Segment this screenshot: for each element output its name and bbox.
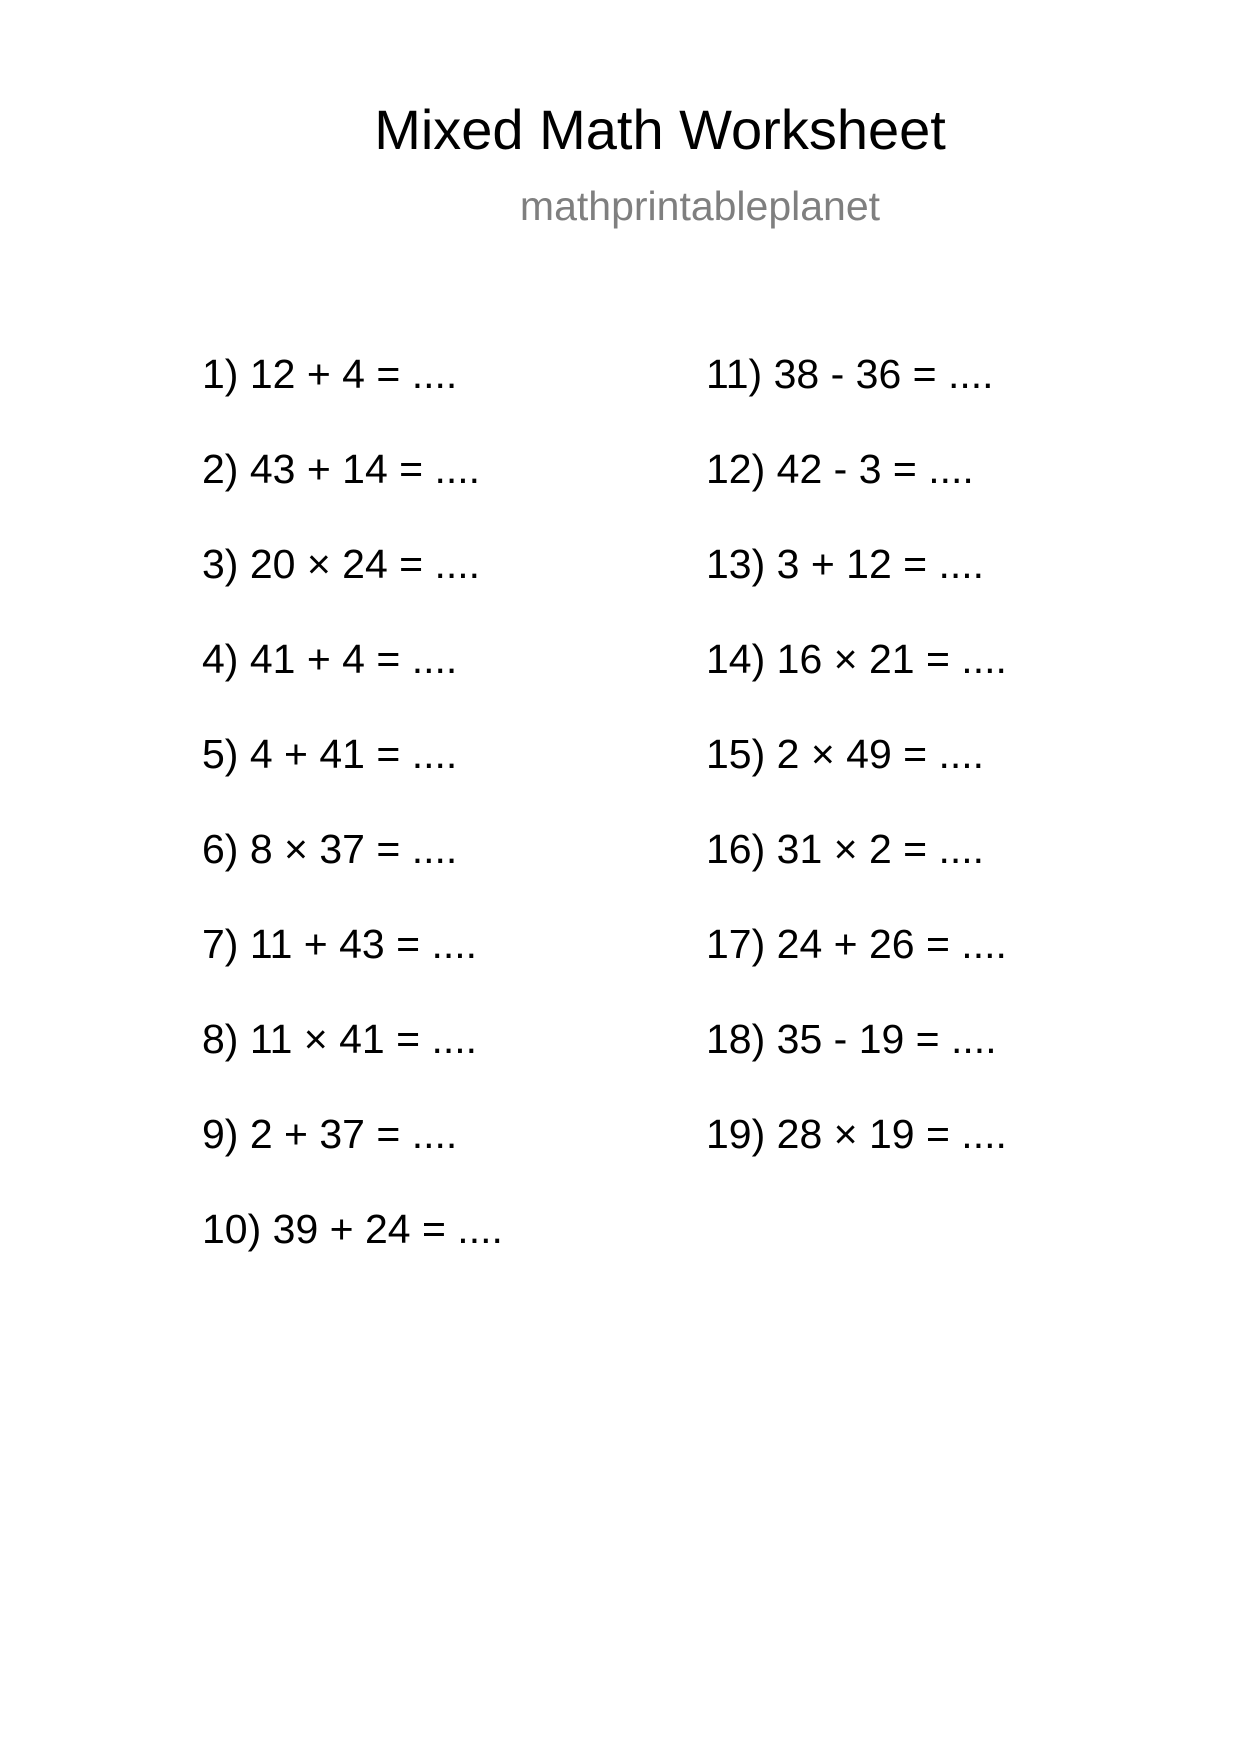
problem-item: 4) 41 + 4 = .... [202, 636, 458, 682]
problem-item: 2) 43 + 14 = .... [202, 446, 481, 492]
problem-item: 14) 16 × 21 = .... [706, 636, 1007, 682]
worksheet-title: Mixed Math Worksheet [374, 98, 946, 161]
problem-column-right [706, 350, 1007, 1205]
problem-column-left [202, 350, 503, 1300]
problem-item: 12) 42 - 3 = .... [706, 446, 974, 492]
problem-item: 18) 35 - 19 = .... [706, 1016, 997, 1062]
problem-item: 7) 11 + 43 = .... [202, 921, 478, 967]
problem-item: 16) 31 × 2 = .... [706, 826, 985, 872]
problem-item: 9) 2 + 37 = .... [202, 1111, 458, 1157]
problem-item: 11) 38 - 36 = .... [706, 351, 994, 397]
problem-item: 13) 3 + 12 = .... [706, 541, 985, 587]
problem-item: 6) 8 × 37 = .... [202, 826, 458, 872]
problem-item: 19) 28 × 19 = .... [706, 1111, 1007, 1157]
problem-item: 17) 24 + 26 = .... [706, 921, 1007, 967]
problem-item: 8) 11 × 41 = .... [202, 1016, 478, 1062]
problem-item: 10) 39 + 24 = .... [202, 1206, 503, 1252]
problem-item: 1) 12 + 4 = .... [202, 351, 458, 397]
worksheet-subtitle: mathprintableplanet [519, 183, 881, 229]
problem-item: 15) 2 × 49 = .... [706, 731, 985, 777]
problem-item: 5) 4 + 41 = .... [202, 731, 458, 777]
problem-item: 3) 20 × 24 = .... [202, 541, 481, 587]
